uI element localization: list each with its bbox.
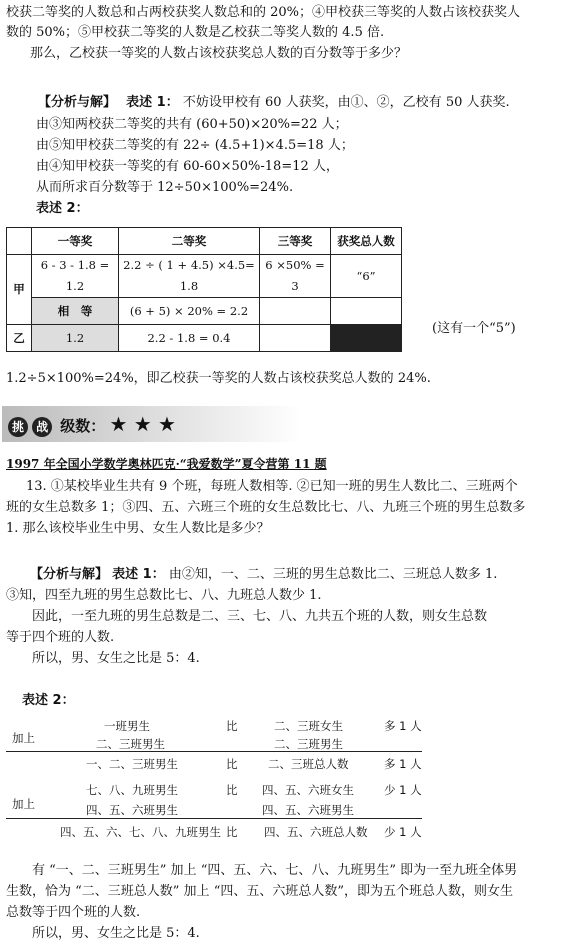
table-cell: 1.2 <box>32 325 119 352</box>
star-icon: ★ ★ ★ <box>109 412 176 436</box>
table2-cell: 一班男生 <box>104 719 150 733</box>
text-line: 1. 那么该校毕业生中男、女生人数比是多少？ <box>6 521 270 536</box>
analysis-line <box>38 92 510 113</box>
table2-cell: 七、八、九班男生 <box>86 783 178 797</box>
text-line: 生数，恰为 “二、三班总人数” 加上 “四、五、六班总人数”，即为五个班总人数，则女生 <box>6 884 513 899</box>
statement-label: 表述 1： <box>126 95 179 110</box>
table-cell: 6 ×50% = 3 <box>260 255 331 298</box>
text-line: 校获二等奖的人数总和占两校获奖人数总和的 20%；④甲校获三等奖的人数占该校获奖人 <box>6 5 521 20</box>
text-line: 从而所求百分数等于 12÷50×100%=24%. <box>36 180 294 195</box>
table2-cell: 一、二、三班男生 <box>86 757 178 771</box>
text-line: 等于四个班的人数. <box>6 630 115 645</box>
table2-cell: 二、三班男生 <box>96 737 165 751</box>
table-cell <box>260 325 331 352</box>
table-cell <box>260 298 331 325</box>
table-cell: “6” <box>331 255 402 298</box>
text-line: 总数等于四个班的人数. <box>6 905 141 920</box>
table-cell <box>331 298 402 325</box>
table-cell: 2.2 ÷ ( 1 + 4.5) ×4.5= 1.8 <box>119 255 260 298</box>
table2-cell: 比 <box>226 783 238 797</box>
table2-cell: 多 1 人 <box>384 719 422 733</box>
table2-cell: 二、三班女生 <box>274 719 343 733</box>
statement-label: 表述 2： <box>36 201 89 216</box>
row-label-yi: 乙 <box>7 325 32 352</box>
challenge-badge: 战 <box>32 417 52 437</box>
header-cell: 三等奖 <box>260 228 331 255</box>
text-line: 由④知甲校获一等奖的有 60-60×50%-18=12 人， <box>36 159 339 174</box>
table2-cell: 二、三班总人数 <box>268 757 349 771</box>
text-line: 13. ①某校毕业生共有 9 个班，每班人数相等. ②已知一班的男生人数比二、三班两个 <box>26 479 518 494</box>
text: 不妨设甲校有 60 人获奖，由①、②，乙校有 50 人获奖. <box>182 95 510 110</box>
text-line: 由⑤知甲校获二等奖的有 22÷ (4.5+1)×4.5=18 人； <box>36 138 354 153</box>
divider <box>6 751 422 752</box>
text-line: 班的女生总数多 1；③四、五、六班三个班的女生总数比七、八、九班三个班的男生总数多 <box>6 500 526 515</box>
corner-cell <box>7 228 32 255</box>
table-cell: 相 等 <box>32 298 119 325</box>
text-line: 所以，男、女生之比是 5：4. <box>32 926 200 941</box>
table2-cell: 比 <box>226 757 238 771</box>
table2-cell: 四、五、六班总人数 <box>264 825 368 839</box>
add-label: 加上 <box>12 731 35 745</box>
text-line: 因此，一至九班的男生总数是二、三、七、八、九共五个班的人数，则女生总数 <box>32 609 488 624</box>
text-line: 由③知两校获二等奖的共有 (60+50)×20%=22 人； <box>36 117 348 132</box>
analysis-line <box>30 564 497 585</box>
challenge-badge: 挑 <box>8 417 28 437</box>
table-cell: 2.2 - 1.8 = 0.4 <box>119 325 260 352</box>
table2-cell: 四、五、六班男生 <box>86 803 178 817</box>
table2-cell: 比 <box>226 825 238 839</box>
divider <box>6 818 422 819</box>
table2-cell: 二、三班男生 <box>274 737 343 751</box>
table2-cell: 比 <box>226 719 238 733</box>
analysis-heading: 【分析与解】 <box>30 567 109 582</box>
add-label: 加上 <box>12 797 35 811</box>
text-line: 数的 50%；⑤甲校获二等奖的人数是乙校获二等奖人数的 4.5 倍. <box>6 25 385 40</box>
text: 由②知，一、二、三班的男生总数比二、三班总人数多 1. <box>168 567 498 582</box>
challenge-row <box>8 414 176 438</box>
table2-cell: 四、五、六班男生 <box>262 803 354 817</box>
filled-cell <box>331 325 402 352</box>
header-cell: 二等奖 <box>119 228 260 255</box>
table2-cell: 少 1 人 <box>384 783 422 797</box>
text-line: 有 “一、二、三班男生” 加上 “四、五、六、七、八、九班男生” 即为一至九班全体男 <box>32 863 518 878</box>
text-line: 所以，男、女生之比是 5：4. <box>32 651 200 666</box>
table2-cell: 四、五、六、七、八、九班男生 <box>60 825 221 839</box>
text-line: ③知，四至九班的男生总数比七、八、九班总人数少 1. <box>6 588 322 603</box>
text-line: 1.2÷5×100%=24%，即乙校获一等奖的人数占该校获奖总人数的 24%. <box>6 371 431 386</box>
table2-cell: 多 1 人 <box>384 757 422 771</box>
analysis-heading: 【分析与解】 <box>38 95 117 110</box>
table-note: (这有一个“5”) <box>432 321 516 336</box>
award-table <box>6 227 402 352</box>
table-cell: 6 - 3 - 1.8 = 1.2 <box>32 255 119 298</box>
table2-cell: 少 1 人 <box>384 825 422 839</box>
header-cell: 一等奖 <box>32 228 119 255</box>
header-cell: 获奖总人数 <box>331 228 402 255</box>
text-line: 那么，乙校获一等奖的人数占该校获奖总人数的百分数等于多少？ <box>30 46 408 61</box>
table2-cell: 四、五、六班女生 <box>262 783 354 797</box>
level-label: 级数： <box>60 417 106 435</box>
row-label-jia: 甲 <box>7 255 32 325</box>
table-cell: (6 + 5) × 20% = 2.2 <box>119 298 260 325</box>
problem-source: 1997 年全国小学数学奥林匹克·“我爱数学”夏令营第 11 题 <box>6 457 327 471</box>
statement-label: 表述 1： <box>112 567 165 582</box>
statement-label: 表述 2： <box>22 693 75 708</box>
